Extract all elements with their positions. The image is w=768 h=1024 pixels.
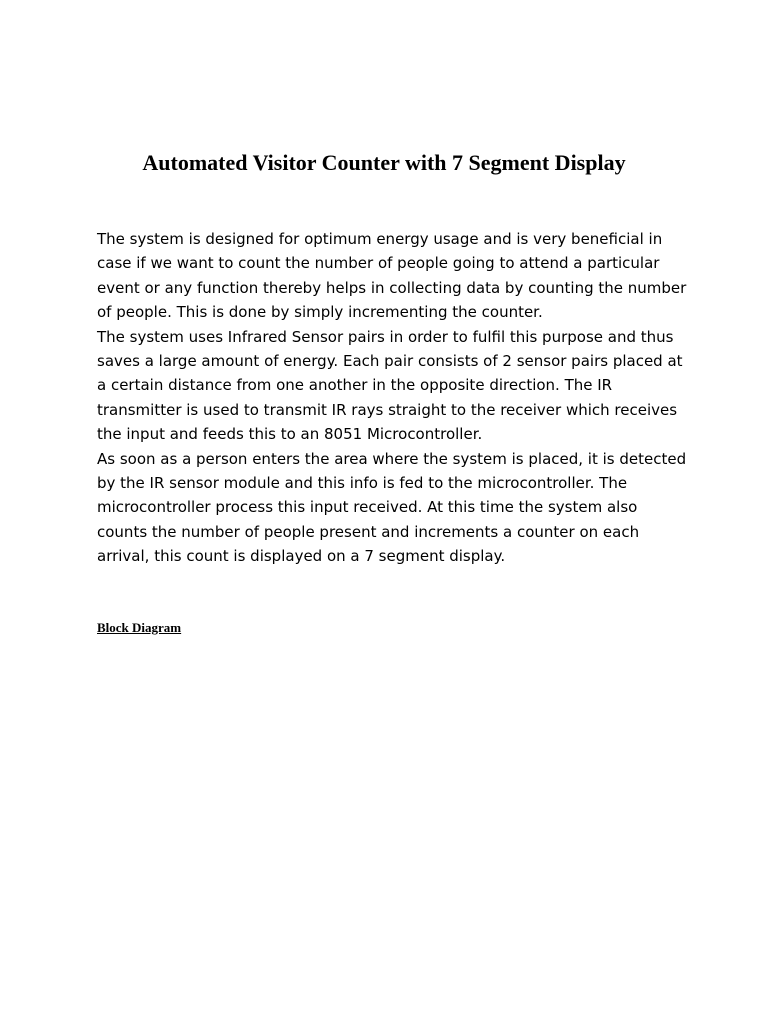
paragraph-detection: As soon as a person enters the area where the system is placed, it is detected by the IR sensor module and this info is fed to the microcontroller. The microcontroller process this input received. At this time the system also counts the number of people present and increments a counter on each arrival, this count is displayed on a 7 segment display.	[97, 449, 687, 566]
block-diagram-heading: Block Diagram	[97, 620, 182, 635]
document-title: Automated Visitor Counter with 7 Segment Display	[142, 150, 626, 175]
body-text	[97, 227, 687, 569]
paragraph-sensors: The system uses Infrared Sensor pairs in order to fulfil this purpose and thus saves a large amount of energy. Each pair consists of 2 sensor pairs placed at a certain distance from one another in the opposite direction. The IR transmitter is used to transmit IR rays straight to the receiver which receives the input and feeds this to an 8051 Microcontroller.	[97, 327, 683, 444]
paragraph-intro: The system is designed for optimum energy usage and is very beneficial in case if we want to count the number of people going to attend a particular event or any function thereby helps in collecting data by counting the number of people. This is done by simply incrementing the counter.	[97, 230, 687, 322]
